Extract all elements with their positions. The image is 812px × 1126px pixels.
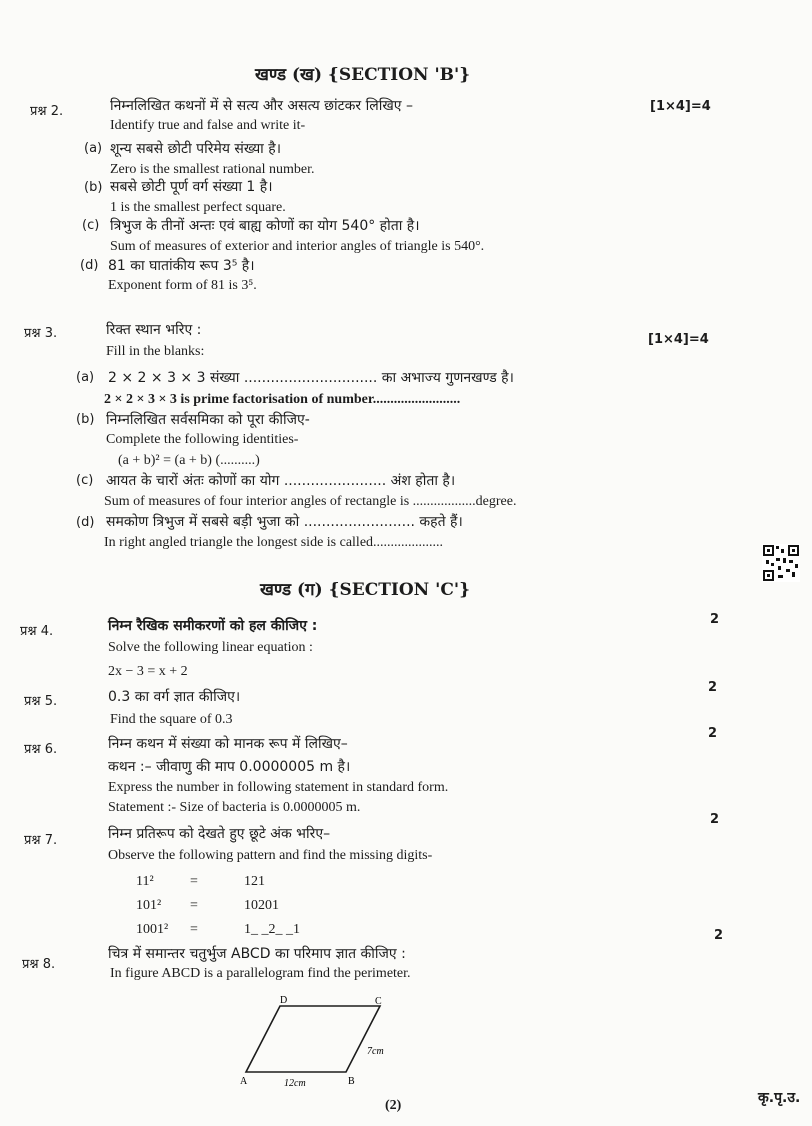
q3-a-english: 2 × 2 × 3 × 3 is prime factorisation of number......................... <box>104 392 461 407</box>
q3-b-identity: (a + b)² = (a + b) (..........) <box>118 453 260 468</box>
parallelogram-figure <box>232 992 402 1092</box>
q6-hindi: निम्न कथन में संख्या को मानक रूप में लिखिए– <box>108 736 348 752</box>
q6-marks: 2 <box>708 726 718 741</box>
vertex-b-label: B <box>348 1076 355 1087</box>
q2-a-hindi: शून्य सबसे छोटी परिमेय संख्या है। <box>110 141 282 157</box>
q8-marks: 2 <box>714 928 724 943</box>
q2-c-english: Sum of measures of exterior and interior angles of triangle is 540°. <box>110 239 485 254</box>
q3-marks: [1×4]=4 <box>648 332 709 347</box>
side-ab-label: 12cm <box>284 1078 306 1089</box>
q4-equation: 2x − 3 = x + 2 <box>108 664 188 679</box>
q7-english: Observe the following pattern and find the missing digits- <box>108 848 433 863</box>
q8-english: In figure ABCD is a parallelogram find the perimeter. <box>110 966 411 981</box>
q4-label: प्रश्न 4. <box>20 624 54 639</box>
q2-a-letter: (a) <box>84 141 103 156</box>
q2-english: Identify true and false and write it- <box>110 118 306 133</box>
q2-b-english: 1 is the smallest perfect square. <box>110 200 286 215</box>
q8-label: प्रश्न 8. <box>22 957 56 972</box>
q5-hindi: 0.3 का वर्ग ज्ञात कीजिए। <box>108 689 241 705</box>
q2-label: प्रश्न 2. <box>30 104 64 119</box>
q7-label: प्रश्न 7. <box>24 833 58 848</box>
q7-row-1-eq: = <box>190 874 198 889</box>
q2-marks: [1×4]=4 <box>650 99 711 114</box>
q3-hindi: रिक्त स्थान भरिए : <box>106 322 202 338</box>
q6-statement-english: Statement :- Size of bacteria is 0.0000005 m. <box>108 800 361 815</box>
q6-statement-hindi: कथन :– जीवाणु की माप 0.0000005 m है। <box>108 759 351 775</box>
q3-b-letter: (b) <box>76 412 95 427</box>
q3-english: Fill in the blanks: <box>106 344 205 359</box>
q3-b-hindi: निम्नलिखित सर्वसमिका को पूरा कीजिए- <box>106 412 310 428</box>
q7-row-3-lhs: 1001² <box>136 922 169 937</box>
parallelogram-abcd <box>246 1006 380 1072</box>
q6-english: Express the number in following statement in standard form. <box>108 780 449 795</box>
q3-c-english: Sum of measures of four interior angles of rectangle is ..................degree. <box>104 494 517 509</box>
q4-marks: 2 <box>710 612 720 627</box>
q5-english: Find the square of 0.3 <box>110 712 233 727</box>
vertex-c-label: C <box>375 996 382 1007</box>
vertex-d-label: D <box>280 995 288 1006</box>
q7-marks: 2 <box>710 812 720 827</box>
q3-a-hindi: 2 × 2 × 3 × 3 संख्या .............................. का अभाज्य गुणनखण्ड है। <box>108 370 514 386</box>
qr-code-icon <box>762 544 800 582</box>
section-c-title: खण्ड (ग) {SECTION 'C'} <box>260 580 471 600</box>
q2-hindi: निम्नलिखित कथनों में से सत्य और असत्य छांटकर लिखिए – <box>110 98 413 114</box>
q7-row-2-rhs: 10201 <box>244 898 279 913</box>
q2-b-hindi: सबसे छोटी पूर्ण वर्ग संख्या 1 है। <box>110 179 273 195</box>
q2-d-english: Exponent form of 81 is 3⁵. <box>108 278 257 293</box>
q4-hindi: निम्न रैखिक समीकरणों को हल कीजिए : <box>108 618 318 634</box>
q5-label: प्रश्न 5. <box>24 694 58 709</box>
q3-d-letter: (d) <box>76 515 95 530</box>
q3-a-letter: (a) <box>76 370 95 385</box>
q6-label: प्रश्न 6. <box>24 742 58 757</box>
q3-b-english: Complete the following identities- <box>106 432 299 447</box>
q2-d-letter: (d) <box>80 258 99 273</box>
side-bc-label: 7cm <box>367 1046 384 1057</box>
page-number: (2) <box>385 1098 402 1113</box>
pto-text: कृ.पृ.उ. <box>758 1090 801 1106</box>
q7-row-2-eq: = <box>190 898 198 913</box>
q7-row-3-rhs: 1_ _2_ _1 <box>244 922 300 937</box>
q4-english: Solve the following linear equation : <box>108 640 313 655</box>
q3-d-hindi: समकोण त्रिभुज में सबसे बड़ी भुजा को ......................... कहते हैं। <box>106 514 463 530</box>
q3-d-english: In right angled triangle the longest side is called.................... <box>104 535 444 550</box>
q7-row-1-rhs: 121 <box>244 874 265 889</box>
q7-hindi: निम्न प्रतिरूप को देखते हुए छूटे अंक भरिए– <box>108 826 331 842</box>
q8-hindi: चित्र में समान्तर चतुर्भुज ABCD का परिमाप ज्ञात कीजिए : <box>108 946 406 962</box>
q2-a-english: Zero is the smallest rational number. <box>110 162 315 177</box>
q3-label: प्रश्न 3. <box>24 326 58 341</box>
q2-d-hindi: 81 का घातांकीय रूप 3⁵ है। <box>108 258 255 274</box>
section-b-title: खण्ड (ख) {SECTION 'B'} <box>255 65 471 85</box>
q2-b-letter: (b) <box>84 180 103 195</box>
q7-row-3-eq: = <box>190 922 198 937</box>
q3-c-letter: (c) <box>76 473 94 488</box>
q7-row-2-lhs: 101² <box>136 898 162 913</box>
q7-row-1-lhs: 11² <box>136 874 154 889</box>
q3-c-hindi: आयत के चारों अंतः कोणों का योग ....................... अंश होता है। <box>106 473 456 489</box>
vertex-a-label: A <box>240 1076 248 1087</box>
q2-c-letter: (c) <box>82 218 100 233</box>
q5-marks: 2 <box>708 680 718 695</box>
q2-c-hindi: त्रिभुज के तीनों अन्तः एवं बाह्य कोणों का योग 540° होता है। <box>110 218 420 234</box>
